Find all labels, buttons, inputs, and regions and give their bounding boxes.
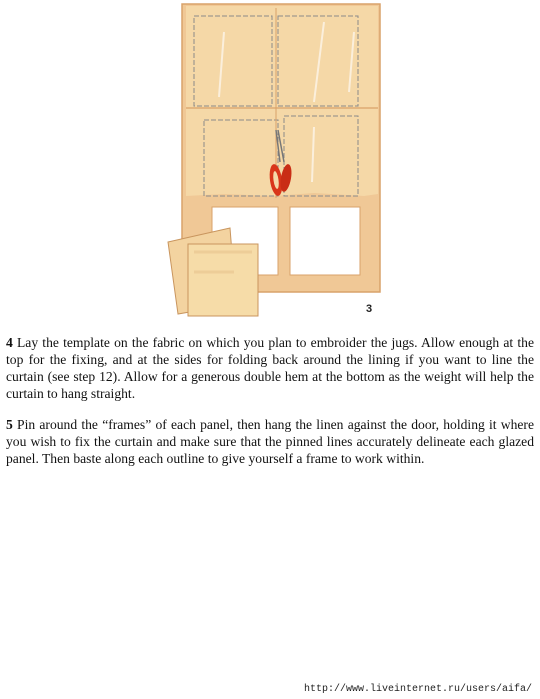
step-text: Lay the template on the fabric on which you plan to embroider the jugs. Allow enough at the top for the fixing, and at the sides for folding back around the lining if you want to line the curtain (see step 12). Allow for a generous double hem at the bottom as the weight will help the curtain to hang straight.	[6, 335, 534, 401]
figure-number: 3	[366, 303, 373, 315]
window-curtain-illustration	[164, 2, 384, 320]
footer-url[interactable]: http://www.liveinternet.ru/users/aifa/	[303, 684, 532, 695]
step-5-paragraph	[6, 416, 534, 467]
linen-curtain	[186, 6, 378, 196]
step-4-paragraph	[6, 334, 534, 402]
step-number: 5	[6, 417, 13, 432]
step-number: 4	[6, 335, 13, 350]
lower-right-pane	[290, 207, 360, 275]
step-text: Pin around the “frames” of each panel, then hang the linen against the door, holding it where you wish to fix the curtain and make sure that the pinned lines accurately delineate each glazed panel. Then baste along each outline to give yourself a frame to work within.	[6, 417, 534, 466]
